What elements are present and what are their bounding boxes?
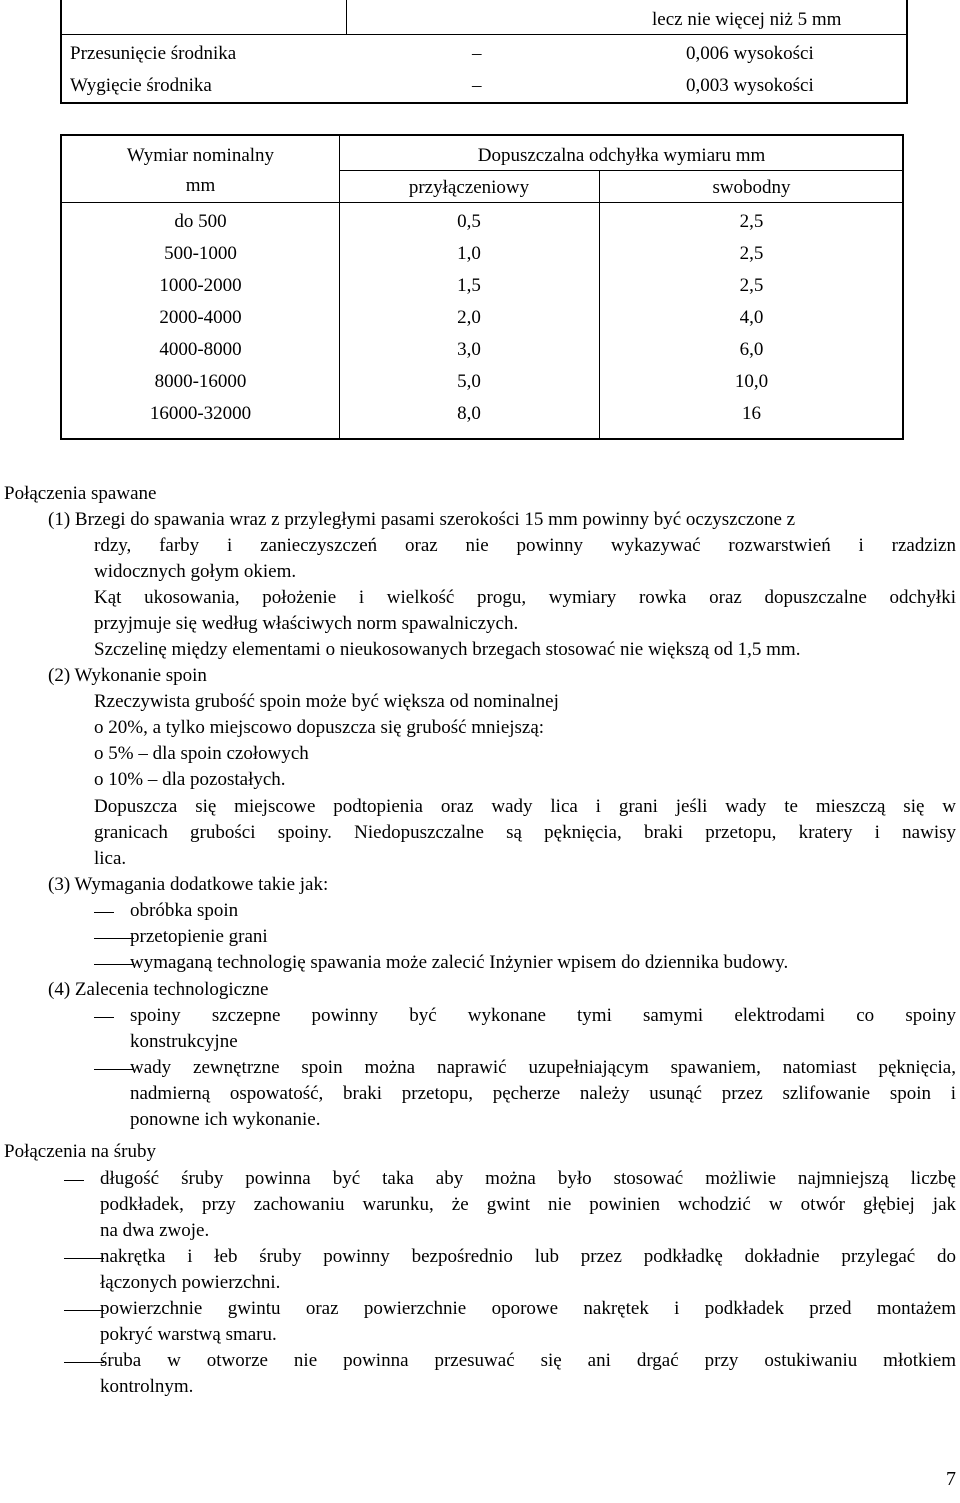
dash-bullet: [64, 1258, 104, 1259]
subsection-title: (4) Zalecenia technologiczne: [48, 979, 269, 1000]
table-cell: 3,0: [457, 339, 481, 360]
table-row: [62, 4, 906, 36]
table-cell: 1,5: [457, 275, 481, 296]
table-header: swobodny: [712, 177, 791, 198]
table-cell: 2,5: [739, 275, 764, 296]
table-cell: 16000-32000: [149, 403, 252, 424]
dash-bullet: [64, 1180, 84, 1181]
top-table: [60, 0, 908, 104]
list-item: nadmierną ospowatość, braki przetopu, pęcherze należy usunąć przez szlifowanie spoin i: [130, 1083, 956, 1104]
list-item: konstrukcyjne: [130, 1031, 238, 1052]
dash-bullet: [64, 1362, 104, 1363]
table-cell: 10,0: [734, 371, 769, 392]
table-cell: 4000-8000: [159, 339, 242, 360]
table-cell: 2000-4000: [159, 307, 242, 328]
list-item: śruba w otworze nie powinna przesuwać się ani drgać przy ostukiwaniu młotkiem: [100, 1350, 956, 1371]
paragraph-line: widocznych gołym okiem.: [94, 561, 297, 582]
paragraph-line: rdzy, farby i zanieczyszczeń oraz nie powinny wykazywać rozwarstwień i rzadzizn: [94, 535, 956, 556]
table-cell: 1,0: [457, 243, 481, 264]
list-item: na dwa zwoje.: [100, 1220, 210, 1241]
paragraph-line: przyjmuje się według właściwych norm spawalniczych.: [94, 613, 519, 634]
dash-bullet: [94, 1017, 114, 1018]
dash-bullet: [94, 912, 114, 913]
table-cell: 500-1000: [164, 243, 237, 264]
table-cell: 8000-16000: [154, 371, 247, 392]
tolerance-table: [60, 134, 904, 440]
table-cell: 1000-2000: [159, 275, 242, 296]
list-item: podkładek, przy zachowaniu warunku, że gwint nie powinien wchodzić w otwór głębiej jak: [100, 1194, 956, 1215]
paragraph-line: granicach grubości spoiny. Niedopuszczalne są pęknięcia, braki przetopu, kratery i nawisy: [94, 822, 956, 843]
paragraph-line: o 10% – dla pozostałych.: [94, 769, 286, 790]
list-item: nakrętka i łeb śruby powinny bezpośrednio lub przez podkładkę dokładnie przylegać do: [100, 1246, 956, 1267]
list-item: wady zewnętrzne spoin można naprawić uzupełniającym spawaniem, natomiast pęknięcia,: [130, 1057, 956, 1078]
paragraph-line: Dopuszcza się miejscowe podtopienia oraz wady lica i grani jeśli wady te mieszczą się w: [94, 796, 956, 817]
table-cell: 2,0: [457, 307, 481, 328]
page-number: 7: [946, 1468, 956, 1490]
dash-bullet: [64, 1310, 104, 1311]
paragraph-line: Szczelinę między elementami o nieukosowanych brzegach stosować nie większą od 1,5 mm.: [94, 639, 801, 660]
dash-bullet: [94, 1069, 134, 1070]
table-cell: 2,5: [739, 211, 764, 232]
table-cell: 0,003 wysokości: [686, 75, 814, 96]
table-cell: –: [472, 43, 482, 64]
section-heading: Połączenia spawane: [4, 483, 157, 504]
section-heading: Połączenia na śruby: [4, 1141, 156, 1162]
table-cell: Przesunięcie środnika: [70, 43, 237, 64]
subsection-title: (3) Wymagania dodatkowe takie jak:: [48, 874, 329, 895]
paragraph-line: lica.: [94, 848, 127, 869]
list-item: spoiny szczepne powinny być wykonane tymi samymi elektrodami co spoiny: [130, 1005, 956, 1026]
paragraph-line: (1) Brzegi do spawania wraz z przyległymi pasami szerokości 15 mm powinny być oczyszczone z: [48, 509, 796, 530]
table-cell: 2,5: [739, 243, 764, 264]
list-item: powierzchnie gwintu oraz powierzchnie oporowe nakrętek i podkładek przed montażem: [100, 1298, 956, 1319]
table-header: przyłączeniowy: [408, 177, 530, 198]
table-header: mm: [185, 175, 216, 196]
table-cell: 4,0: [739, 307, 764, 328]
table-cell: 0,006 wysokości: [686, 43, 814, 64]
list-item: ponowne ich wykonanie.: [130, 1109, 321, 1130]
table-cell: 0,5: [457, 211, 481, 232]
table-divider: [62, 34, 906, 35]
table-cell: lecz nie więcej niż 5 mm: [652, 9, 842, 30]
table-row: [62, 38, 906, 70]
list-item: obróbka spoin: [130, 900, 239, 921]
list-item: długość śruby powinna być taka aby można było stosować możliwie najmniejszą liczbę: [100, 1168, 956, 1189]
table-row: [62, 70, 906, 102]
table-cell: Wygięcie środnika: [70, 75, 212, 96]
table-cell: –: [472, 75, 482, 96]
paragraph-line: o 5% – dla spoin czołowych: [94, 743, 309, 764]
list-item: przetopienie grani: [130, 926, 268, 947]
subsection-title: (2) Wykonanie spoin: [48, 665, 207, 686]
list-item: wymaganą technologię spawania może zalecić Inżynier wpisem do dziennika budowy.: [130, 952, 789, 973]
paragraph-line: Rzeczywista grubość spoin może być większa od nominalnej: [94, 691, 559, 712]
table-cell: 16: [742, 403, 761, 424]
table-cell: 5,0: [457, 371, 481, 392]
list-item: pokryć warstwą smaru.: [100, 1324, 277, 1345]
list-item: kontrolnym.: [100, 1376, 194, 1397]
table-cell: do 500: [174, 211, 227, 232]
paragraph-line: o 20%, a tylko miejscowo dopuszcza się grubość mniejszą:: [94, 717, 545, 738]
table-header: Wymiar nominalny: [126, 145, 275, 166]
list-item: łączonych powierzchni.: [100, 1272, 281, 1293]
dash-bullet: [94, 938, 134, 939]
paragraph-line: Kąt ukosowania, położenie i wielkość progu, wymiary rowka oraz dopuszczalne odchyłki: [94, 587, 956, 608]
table-cell: 6,0: [739, 339, 764, 360]
table-cell: 8,0: [457, 403, 481, 424]
table-header: Dopuszczalna odchyłka wymiaru mm: [477, 145, 766, 166]
dash-bullet: [94, 964, 134, 965]
